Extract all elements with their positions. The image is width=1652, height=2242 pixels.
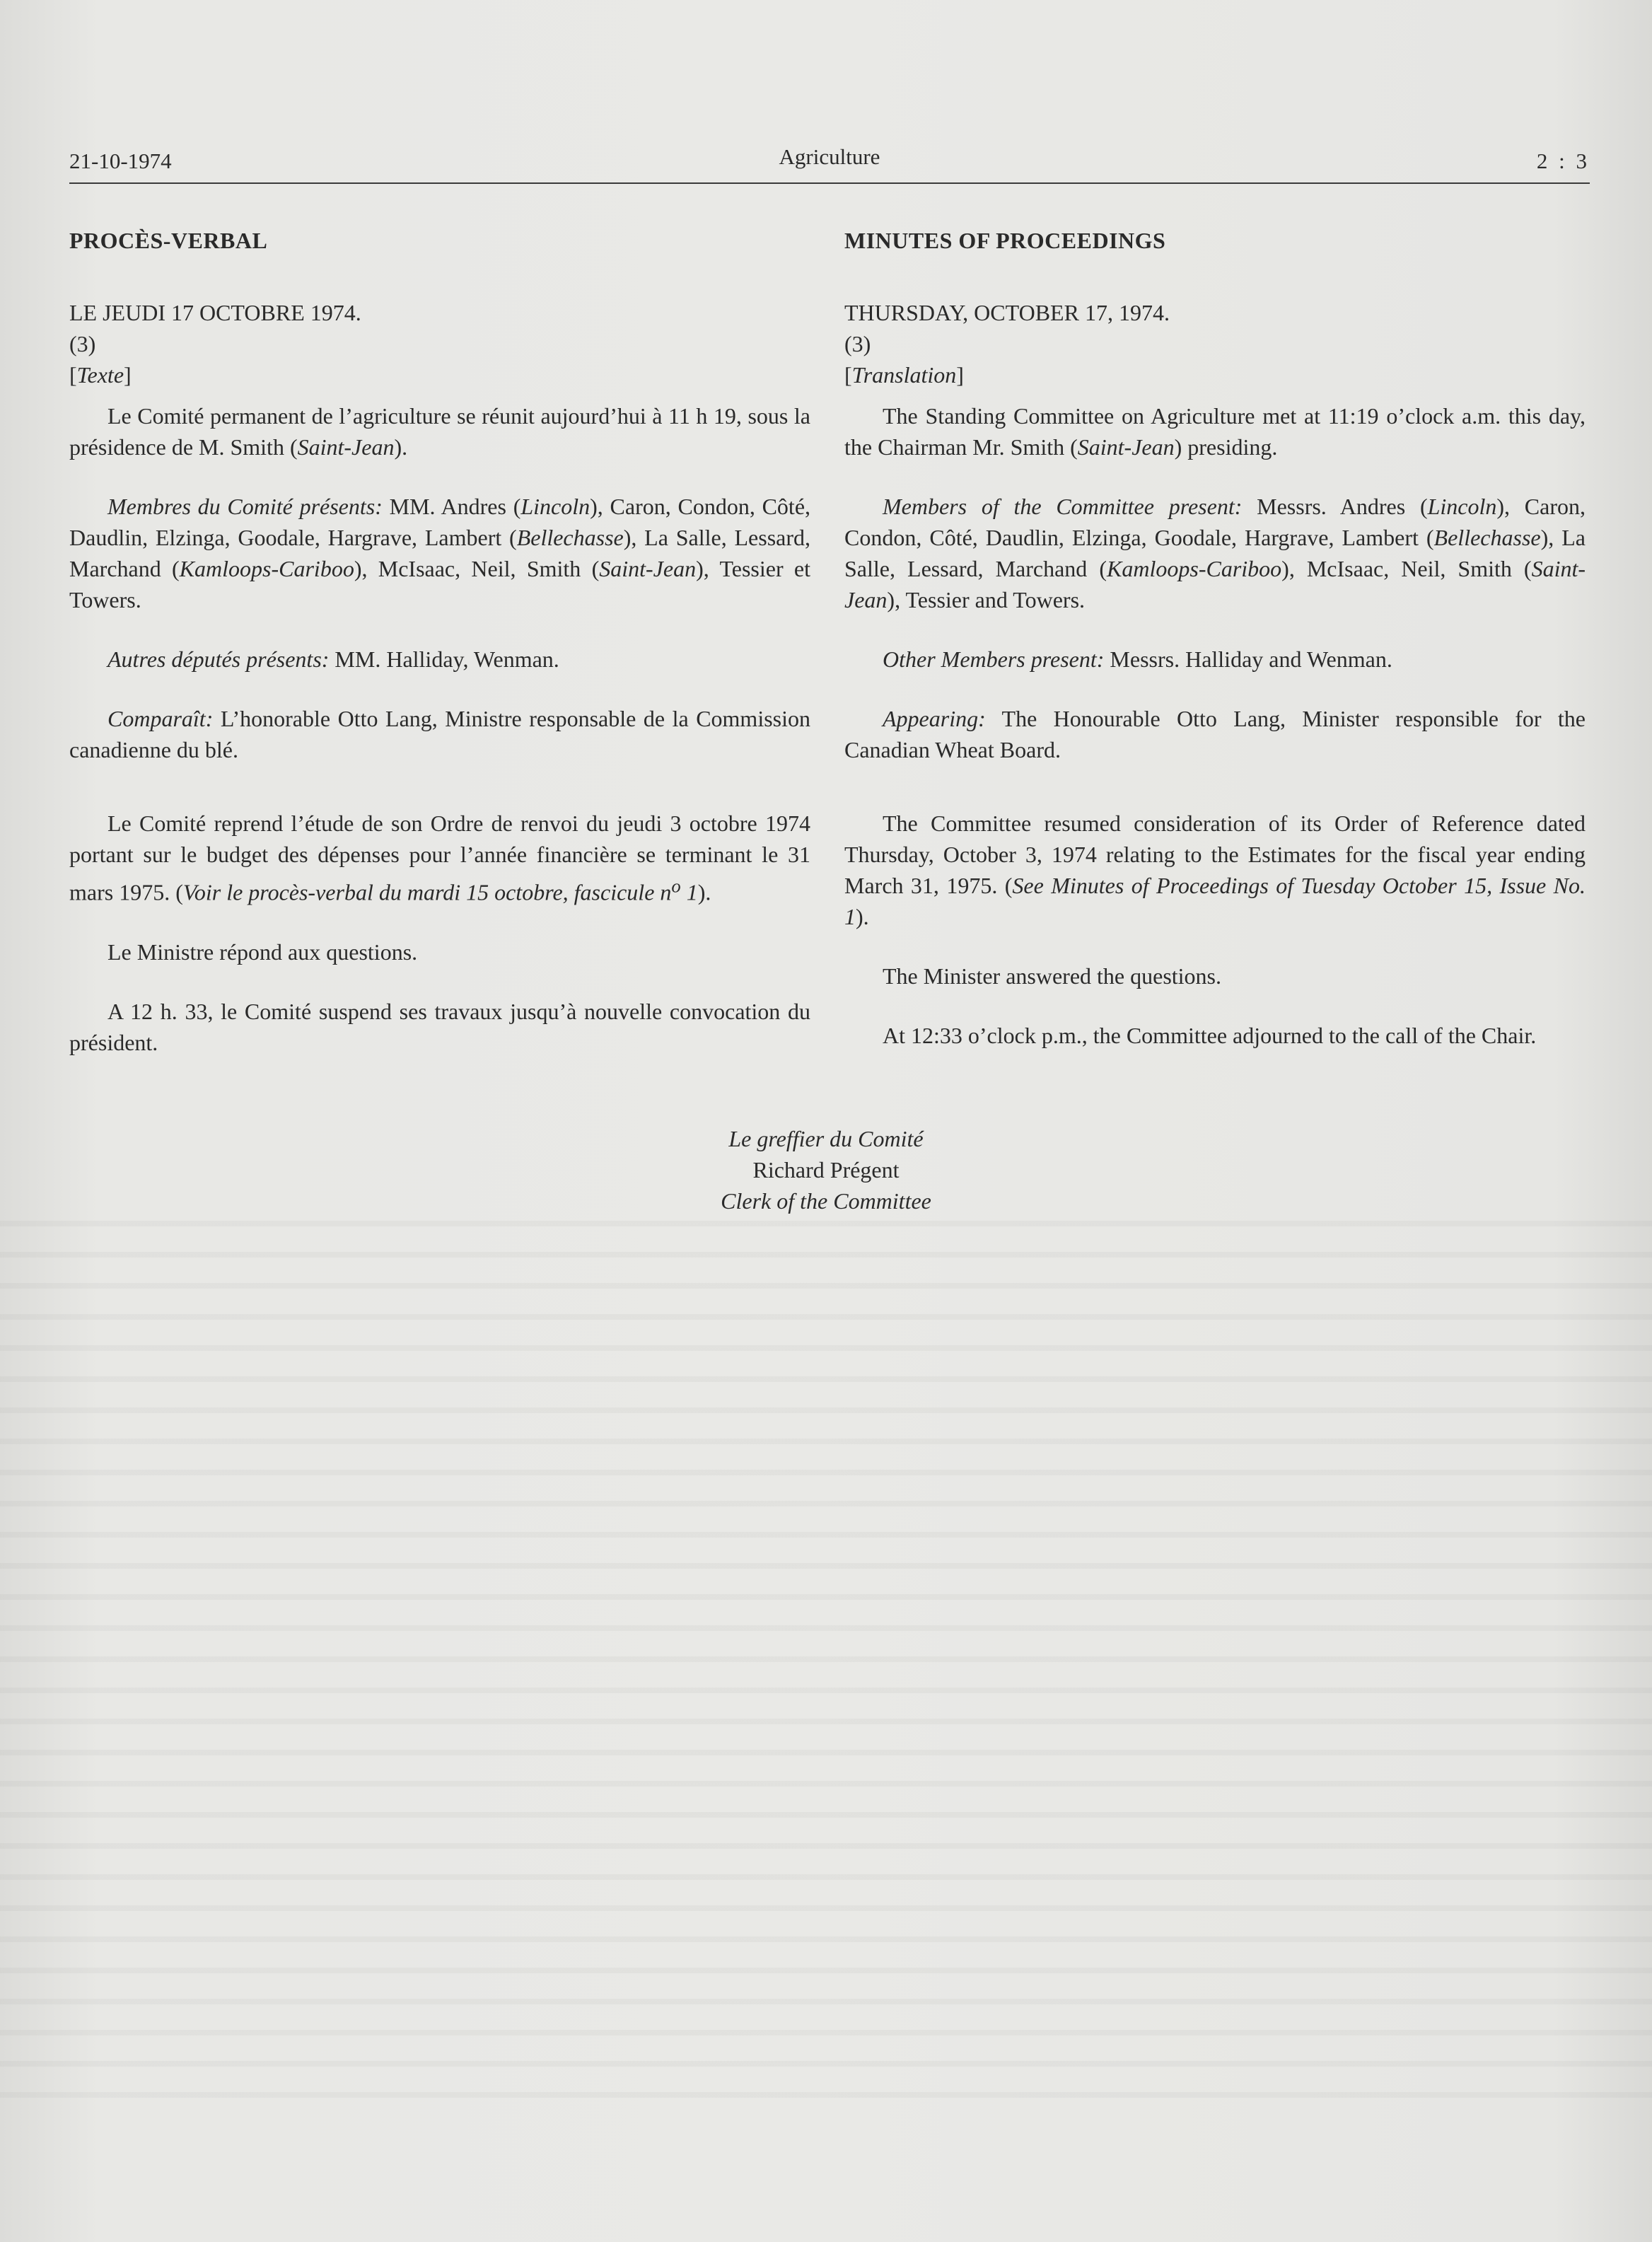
english-opening-paragraph: [844, 400, 1586, 463]
text-run: Saint-Jean: [844, 556, 1586, 612]
text-run: Messrs. Andres (: [1242, 494, 1428, 519]
french-date: LE JEUDI 17 OCTOBRE 1974.: [69, 300, 361, 325]
english-tag-text: Translation: [851, 362, 957, 388]
text-run: Saint-Jean: [1077, 434, 1175, 460]
text-run: o: [671, 875, 681, 896]
text-run: ), Tessier and Towers.: [887, 587, 1086, 612]
text-run: ), Caron, Condon, Côté, Daudlin, Elzinga, Goodale, Hargrave, Lambert (: [69, 494, 811, 550]
header-journal: Agriculture: [779, 144, 880, 169]
text-run: ), Tessier et Towers.: [69, 556, 811, 612]
text-run: Bellechasse: [1433, 525, 1541, 550]
signature-english-title: Clerk of the Committee: [721, 1188, 931, 1214]
english-date: THURSDAY, OCTOBER 17, 1974.: [844, 300, 1170, 325]
text-run: Appearing:: [883, 706, 986, 731]
french-members-paragraph: [69, 491, 810, 615]
english-reference-paragraph: [844, 808, 1586, 932]
text-run: Saint-Jean: [599, 556, 697, 581]
text-run: Kamloops-Cariboo: [179, 556, 354, 581]
french-tag: [Texte]: [69, 362, 132, 388]
french-column: [69, 225, 810, 1058]
header-date: 21-10-1974: [69, 149, 172, 173]
english-number: (3): [844, 331, 871, 356]
text-run: ), La Salle, Lessard, Marchand (: [69, 525, 811, 581]
text-run: L’honorable Otto Lang, Ministre responsable de la Commission canadienne du blé.: [69, 706, 810, 762]
signature-french-title: Le greffier du Comité: [728, 1126, 924, 1151]
page-header: [69, 141, 1590, 184]
french-tag-text: Texte: [76, 362, 124, 388]
french-opening-paragraph: [69, 400, 810, 463]
signature-name: Richard Prégent: [752, 1157, 900, 1183]
text-run: Comparaît:: [107, 706, 214, 731]
text-run: Lincoln: [520, 494, 591, 519]
text-run: Le Comité reprend l’étude de son Ordre de renvoi du jeudi 3 octobre 1974 portant sur le budget des dépenses pour l’année financière se terminant le 31 mars 1975. (: [69, 811, 810, 905]
french-reference-paragraph: [69, 808, 810, 908]
text-run: Kamloops-Cariboo: [1107, 556, 1282, 581]
english-tag: [Translation]: [844, 362, 964, 388]
text-run: Messrs. Halliday and Wenman.: [1104, 646, 1392, 672]
text-run: ).: [394, 434, 408, 460]
text-run: ), Caron, Condon, Côté, Daudlin, Elzinga, Goodale, Hargrave, Lambert (: [844, 494, 1586, 550]
text-run: The Honourable Otto Lang, Minister responsible for the Canadian Wheat Board.: [844, 706, 1586, 762]
text-run: ), McIsaac, Neil, Smith (: [354, 556, 600, 581]
text-run: The Standing Committee on Agriculture met at 11:19 o’clock a.m. this day, the Chairman Mr. Smith (: [844, 403, 1586, 460]
english-column: [844, 225, 1586, 1051]
french-adjourn-paragraph: A 12 h. 33, le Comité suspend ses travaux jusqu’à nouvelle convocation du président.: [69, 998, 810, 1055]
text-run: See Minutes of Proceedings of Tuesday October 15, Issue No. 1: [844, 873, 1586, 929]
show-through-texture: [0, 1202, 1652, 2122]
french-answers-paragraph: Le Ministre répond aux questions.: [107, 939, 418, 965]
text-run: Voir le procès-verbal du mardi 15 octobre, fascicule n: [182, 879, 672, 905]
text-run: Saint-Jean: [297, 434, 395, 460]
text-run: ).: [856, 904, 869, 929]
english-members-paragraph: [844, 491, 1586, 615]
text-run: ).: [697, 879, 711, 905]
english-answers-paragraph: The Minister answered the questions.: [883, 963, 1221, 989]
text-run: ), McIsaac, Neil, Smith (: [1281, 556, 1532, 581]
english-other-members-paragraph: [844, 644, 1586, 675]
text-run: The Committee resumed consideration of its Order of Reference dated Thursday, October 3, 1974 relating to the Estimates for the fiscal year ending March 31, 1975. (: [844, 811, 1586, 898]
text-run: Bellechasse: [516, 525, 624, 550]
text-run: ), La Salle, Lessard, Marchand (: [844, 525, 1586, 581]
text-run: ) presiding.: [1174, 434, 1278, 460]
text-run: Other Members present:: [883, 646, 1105, 672]
signature-block: [0, 1123, 1652, 1216]
text-run: Lincoln: [1427, 494, 1497, 519]
french-heading: PROCÈS-VERBAL: [69, 228, 268, 253]
text-run: Members of the Committee present:: [883, 494, 1243, 519]
french-number: (3): [69, 331, 96, 356]
text-run: Autres députés présents:: [107, 646, 330, 672]
english-adjourn-paragraph: At 12:33 o’clock p.m., the Committee adjourned to the call of the Chair.: [883, 1023, 1537, 1048]
english-heading: MINUTES OF PROCEEDINGS: [844, 228, 1166, 253]
header-page-number: 2 : 3: [1536, 149, 1590, 173]
text-run: Membres du Comité présents:: [107, 494, 383, 519]
text-run: MM. Andres (: [382, 494, 521, 519]
french-appearing-paragraph: [69, 703, 810, 765]
text-run: 1: [680, 879, 698, 905]
text-run: MM. Halliday, Wenman.: [329, 646, 559, 672]
french-other-members-paragraph: [69, 644, 810, 675]
english-appearing-paragraph: [844, 703, 1586, 765]
text-run: Le Comité permanent de l’agriculture se réunit aujourd’hui à 11 h 19, sous la présidence de M. Smith (: [69, 403, 810, 460]
